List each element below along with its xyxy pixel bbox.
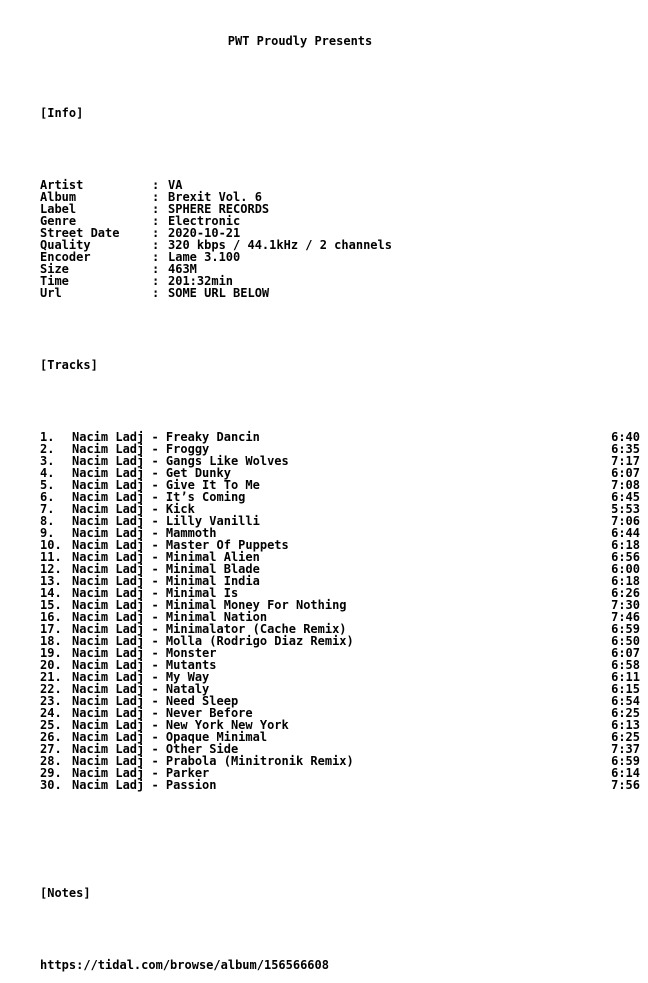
track-title: Nacim Ladj - Passion — [72, 778, 217, 792]
track-number: 27. — [40, 742, 62, 756]
track-title: Nacim Ladj - Parker — [72, 766, 210, 780]
track-number: 19. — [40, 646, 62, 660]
track-number: 29. — [40, 766, 62, 780]
info-key: Url — [40, 286, 62, 300]
track-number: 26. — [40, 730, 62, 744]
info-key: Artist — [40, 178, 84, 192]
info-value: VA — [168, 178, 183, 192]
track-number: 1. — [40, 430, 55, 444]
info-value: Lame 3.100 — [168, 250, 241, 264]
track-title: Nacim Ladj - Monster — [72, 646, 217, 660]
info-value: SPHERE RECORDS — [168, 202, 270, 216]
track-number: 8. — [40, 514, 55, 528]
track-title: Nacim Ladj - Lilly Vanilli — [72, 514, 260, 528]
track-row — [40, 683, 640, 695]
info-separator: : — [152, 262, 160, 276]
track-duration: 5:53 — [611, 502, 640, 516]
track-number: 28. — [40, 754, 62, 768]
track-number: 16. — [40, 610, 62, 624]
track-number: 7. — [40, 502, 55, 516]
track-duration: 6:54 — [611, 694, 640, 708]
track-title: Nacim Ladj - My Way — [72, 670, 210, 684]
info-section-label: [Info] — [40, 106, 84, 120]
info-key: Label — [40, 202, 77, 216]
track-duration: 6:45 — [611, 490, 640, 504]
track-duration: 6:18 — [611, 538, 640, 552]
info-separator: : — [152, 238, 160, 252]
track-duration: 7:30 — [611, 598, 640, 612]
track-title: Nacim Ladj - Prabola (Minitronik Remix) — [72, 754, 354, 768]
info-value: SOME URL BELOW — [168, 286, 270, 300]
track-duration: 7:56 — [611, 778, 640, 792]
nfo-document — [40, 11, 640, 983]
track-row — [40, 743, 640, 755]
track-duration: 6:56 — [611, 550, 640, 564]
track-duration: 6:59 — [611, 622, 640, 636]
info-value: 320 kbps / 44.1kHz / 2 channels — [168, 238, 392, 252]
info-separator: : — [152, 226, 160, 240]
track-row — [40, 755, 640, 767]
info-key: Genre — [40, 214, 77, 228]
info-key: Album — [40, 190, 77, 204]
track-title: Nacim Ladj - Opaque Minimal — [72, 730, 268, 744]
info-key: Encoder — [40, 250, 91, 264]
info-separator: : — [152, 190, 160, 204]
info-value: 201:32min — [168, 274, 234, 288]
info-row — [40, 191, 640, 203]
track-title: Nacim Ladj - Get Dunky — [72, 466, 231, 480]
track-duration: 6:58 — [611, 658, 640, 672]
track-duration: 6:14 — [611, 766, 640, 780]
track-number: 15. — [40, 598, 62, 612]
track-duration: 6:18 — [611, 574, 640, 588]
track-duration: 6:26 — [611, 586, 640, 600]
track-duration: 6:50 — [611, 634, 640, 648]
track-title: Nacim Ladj - Minimal India — [72, 574, 260, 588]
info-row — [40, 179, 640, 191]
track-duration: 6:13 — [611, 718, 640, 732]
track-number: 20. — [40, 658, 62, 672]
track-title: Nacim Ladj - Master Of Puppets — [72, 538, 289, 552]
track-title: Nacim Ladj - New York New York — [72, 718, 289, 732]
track-number: 11. — [40, 550, 62, 564]
track-duration: 6:59 — [611, 754, 640, 768]
track-number: 23. — [40, 694, 62, 708]
info-row — [40, 275, 640, 287]
track-duration: 7:08 — [611, 478, 640, 492]
track-title: Nacim Ladj - Gangs Like Wolves — [72, 454, 289, 468]
track-title: Nacim Ladj - Need Sleep — [72, 694, 239, 708]
track-number: 9. — [40, 526, 55, 540]
track-title: Nacim Ladj - Minimal Money For Nothing — [72, 598, 347, 612]
track-number: 10. — [40, 538, 62, 552]
notes-section-label: [Notes] — [40, 886, 91, 900]
track-number: 13. — [40, 574, 62, 588]
track-title: Nacim Ladj - It’s Coming — [72, 490, 246, 504]
track-row — [40, 719, 640, 731]
info-row — [40, 215, 640, 227]
track-title: Nacim Ladj - Never Before — [72, 706, 253, 720]
track-duration: 6:44 — [611, 526, 640, 540]
track-number: 30. — [40, 778, 62, 792]
track-number: 25. — [40, 718, 62, 732]
info-key: Street Date — [40, 226, 120, 240]
info-key: Size — [40, 262, 69, 276]
info-value: Brexit Vol. 6 — [168, 190, 262, 204]
track-number: 17. — [40, 622, 62, 636]
track-duration: 6:40 — [611, 430, 640, 444]
track-title: Nacim Ladj - Other Side — [72, 742, 239, 756]
track-number: 24. — [40, 706, 62, 720]
track-number: 14. — [40, 586, 62, 600]
track-title: Nacim Ladj - Minimal Blade — [72, 562, 260, 576]
info-separator: : — [152, 250, 160, 264]
track-row — [40, 767, 640, 779]
track-number: 22. — [40, 682, 62, 696]
track-number: 2. — [40, 442, 55, 456]
info-separator: : — [152, 202, 160, 216]
info-value: 463M — [168, 262, 197, 276]
track-title: Nacim Ladj - Minimalator (Cache Remix) — [72, 622, 347, 636]
track-number: 3. — [40, 454, 55, 468]
track-title: Nacim Ladj - Minimal Alien — [72, 550, 260, 564]
tracks-section-label: [Tracks] — [40, 358, 98, 372]
track-title: Nacim Ladj - Molla (Rodrigo Diaz Remix) — [72, 634, 354, 648]
track-title: Nacim Ladj - Nataly — [72, 682, 210, 696]
info-row — [40, 287, 640, 299]
info-key: Quality — [40, 238, 91, 252]
track-number: 12. — [40, 562, 62, 576]
info-separator: : — [152, 214, 160, 228]
info-separator: : — [152, 178, 160, 192]
info-list — [40, 179, 640, 299]
track-title: Nacim Ladj - Minimal Is — [72, 586, 239, 600]
track-duration: 6:25 — [611, 730, 640, 744]
track-list — [40, 431, 640, 791]
track-number: 18. — [40, 634, 62, 648]
info-row — [40, 203, 640, 215]
info-key: Time — [40, 274, 69, 288]
track-duration: 7:37 — [611, 742, 640, 756]
track-number: 6. — [40, 490, 55, 504]
info-value: 2020-10-21 — [168, 226, 241, 240]
track-title: Nacim Ladj - Kick — [72, 502, 195, 516]
notes-url: https://tidal.com/browse/album/156566608 — [40, 958, 329, 972]
info-row — [40, 239, 640, 251]
track-duration: 6:35 — [611, 442, 640, 456]
track-title: Nacim Ladj - Mutants — [72, 658, 217, 672]
info-row — [40, 251, 640, 263]
track-number: 5. — [40, 478, 55, 492]
info-value: Electronic — [168, 214, 241, 228]
track-duration: 7:17 — [611, 454, 640, 468]
info-separator: : — [152, 286, 160, 300]
track-duration: 6:25 — [611, 706, 640, 720]
track-row — [40, 707, 640, 719]
track-duration: 6:15 — [611, 682, 640, 696]
track-title: Nacim Ladj - Minimal Nation — [72, 610, 268, 624]
track-title: Nacim Ladj - Froggy — [72, 442, 210, 456]
track-duration: 6:07 — [611, 466, 640, 480]
track-duration: 7:46 — [611, 610, 640, 624]
info-row — [40, 263, 640, 275]
track-number: 4. — [40, 466, 55, 480]
track-duration: 7:06 — [611, 514, 640, 528]
track-duration: 6:11 — [611, 670, 640, 684]
track-duration: 6:00 — [611, 562, 640, 576]
track-row — [40, 779, 640, 791]
header-title: PWT Proudly Presents — [227, 34, 373, 48]
track-row — [40, 695, 640, 707]
track-number: 21. — [40, 670, 62, 684]
track-title: Nacim Ladj - Freaky Dancin — [72, 430, 260, 444]
info-separator: : — [152, 274, 160, 288]
track-title: Nacim Ladj - Mammoth — [72, 526, 217, 540]
track-duration: 6:07 — [611, 646, 640, 660]
track-row — [40, 731, 640, 743]
track-title: Nacim Ladj - Give It To Me — [72, 478, 260, 492]
